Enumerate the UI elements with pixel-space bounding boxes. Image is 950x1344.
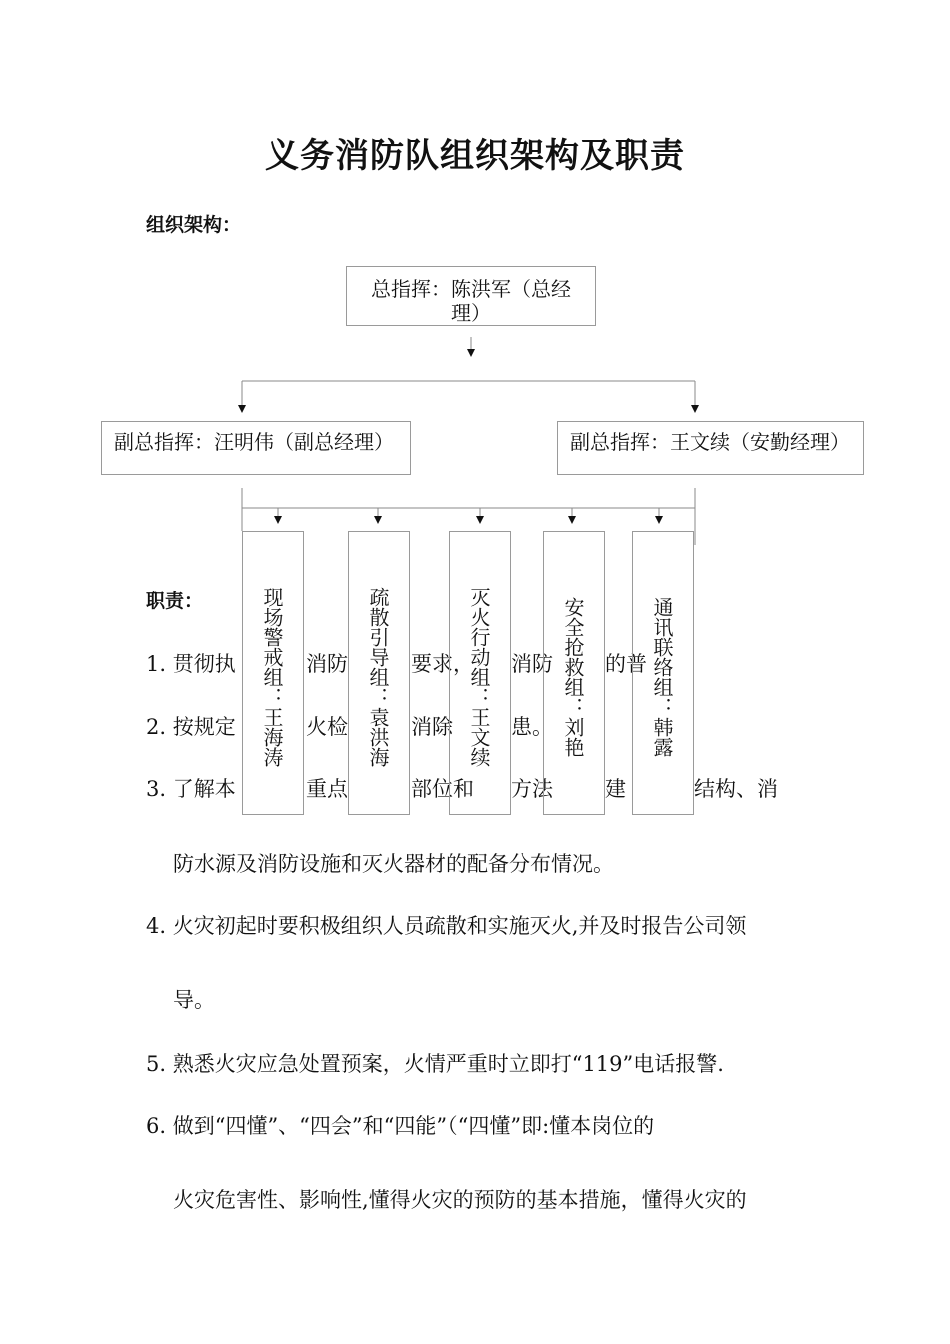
duty-4-line-2: 导。 [173, 988, 215, 1012]
duty-2-text: 2. 按规定 [146, 715, 236, 739]
duty-3-fragment: 方法 [511, 777, 553, 801]
duty-1-fragment: 的普 [605, 652, 647, 676]
group-box-rescue: 安全抢救组：刘艳 [543, 531, 605, 815]
page-title: 义务消防队组织架构及职责 [265, 136, 685, 176]
commander-box: 总指挥：陈洪军（总经理） [346, 266, 596, 326]
duty-1-text: 1. 贯彻执 [146, 652, 236, 676]
duty-3-fragment: 结构、消 [694, 777, 778, 801]
duty-3-fragment: 重点 [306, 777, 348, 801]
duty-6-line-1: 6. 做到“四懂”、“四会”和“四能”（“四懂”即:懂本岗位的 [146, 1114, 655, 1138]
duty-2-fragment: 火检 [306, 715, 348, 739]
duty-6-line-2: 火灾危害性、影响性,懂得火灾的预防的基本措施，懂得火灾的 [173, 1188, 747, 1212]
group-box-communication: 通讯联络组：韩露 [632, 531, 694, 815]
duty-3-text: 3. 了解本 [146, 777, 236, 801]
duty-1-fragment: 消防 [306, 652, 348, 676]
duty-1-fragment: 消防 [511, 652, 553, 676]
duty-4-line-1: 4. 火灾初起时要积极组织人员疏散和实施灭火,并及时报告公司领 [146, 914, 747, 938]
org-section-label: 组织架构： [146, 214, 242, 236]
duty-3-line-2: 防水源及消防设施和灭火器材的配备分布情况。 [173, 852, 614, 876]
group-box-scene-guard: 现场警戒组：王海涛 [242, 531, 304, 815]
duty-5-line-1: 5. 熟悉火灾应急处置预案，火情严重时立即打“119”电话报警. [146, 1052, 724, 1076]
group-box-firefighting: 灭火行动组：王文续 [449, 531, 511, 815]
deputy-commander-left-box: 副总指挥：汪明伟（副总经理） [101, 421, 411, 475]
duty-2-fragment: 患。 [511, 715, 553, 739]
duty-1-fragment: 要求， [411, 652, 474, 676]
duties-section-label: 职责： [146, 590, 204, 612]
group-box-evacuation: 疏散引导组：袁洪海 [348, 531, 410, 815]
duty-3-fragment: 部位和 [411, 777, 474, 801]
deputy-commander-right-box: 副总指挥：王文续（安勤经理） [557, 421, 864, 475]
duty-2-fragment: 消除 [411, 715, 453, 739]
duty-3-fragment: 建 [605, 777, 626, 801]
